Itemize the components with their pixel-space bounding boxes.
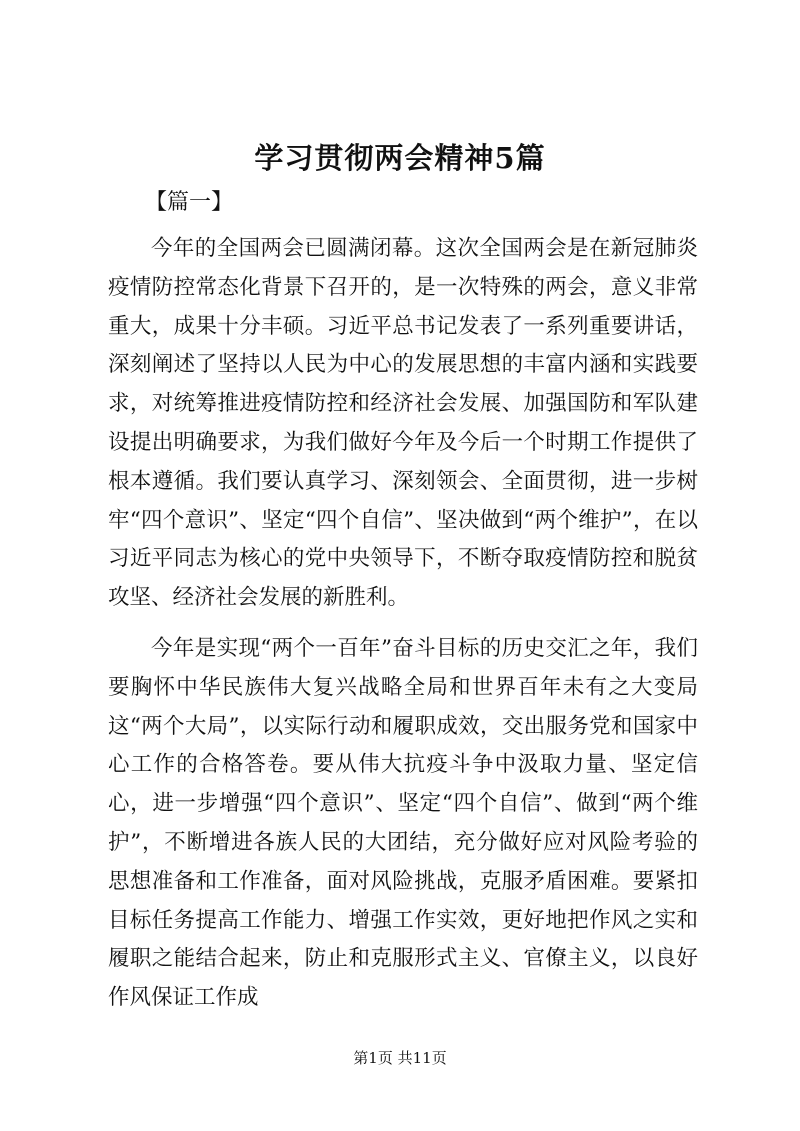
- paragraph: 今年的全国两会已圆满闭幕。这次全国两会是在新冠肺炎疫情防控常态化背景下召开的，是一次特殊的两会，意义非常重大，成果十分丰硕。习近平总书记发表了一系列重要讲话，深刻阐述了坚持以人民为中心的发展思想的丰富内涵和实践要求，对统筹推进疫情防控和经济社会发展、加强国防和军队建设提出明确要求，为我们做好今年及今后一个时期工作提供了根本遵循。我们要认真学习、深刻领会、全面贯彻，进一步树牢“四个意识”、坚定“四个自信”、坚决做到“两个维护”，在以习近平同志为核心的党中央领导下，不断夺取疫情防控和脱贫攻坚、经济社会发展的新胜利。: [108, 236, 698, 611]
- section-heading: 【篇一】: [145, 190, 234, 215]
- document-title: 学习贯彻两会精神5篇: [254, 141, 546, 175]
- paragraph: 今年是实现“两个一百年”奋斗目标的历史交汇之年，我们要胸怀中华民族伟大复兴战略全局和世界百年未有之大变局这“两个大局”，以实际行动和履职成效，交出服务党和国家中心工作的合格答卷。要从伟大抗疫斗争中汲取力量、坚定信心，进一步增强“四个意识”、坚定“四个自信”、做到“两个维护”，不断增进各族人民的大团结，充分做好应对风险考验的思想准备和工作准备，面对风险挑战，克服矛盾困难。要紧扣目标任务提高工作能力、增强工作实效，更好地把作风之实和履职之能结合起来，防止和克服形式主义、官僚主义，以良好作风保证工作成: [108, 636, 698, 1011]
- page-number-footer: 第1页 共11页: [353, 1049, 447, 1067]
